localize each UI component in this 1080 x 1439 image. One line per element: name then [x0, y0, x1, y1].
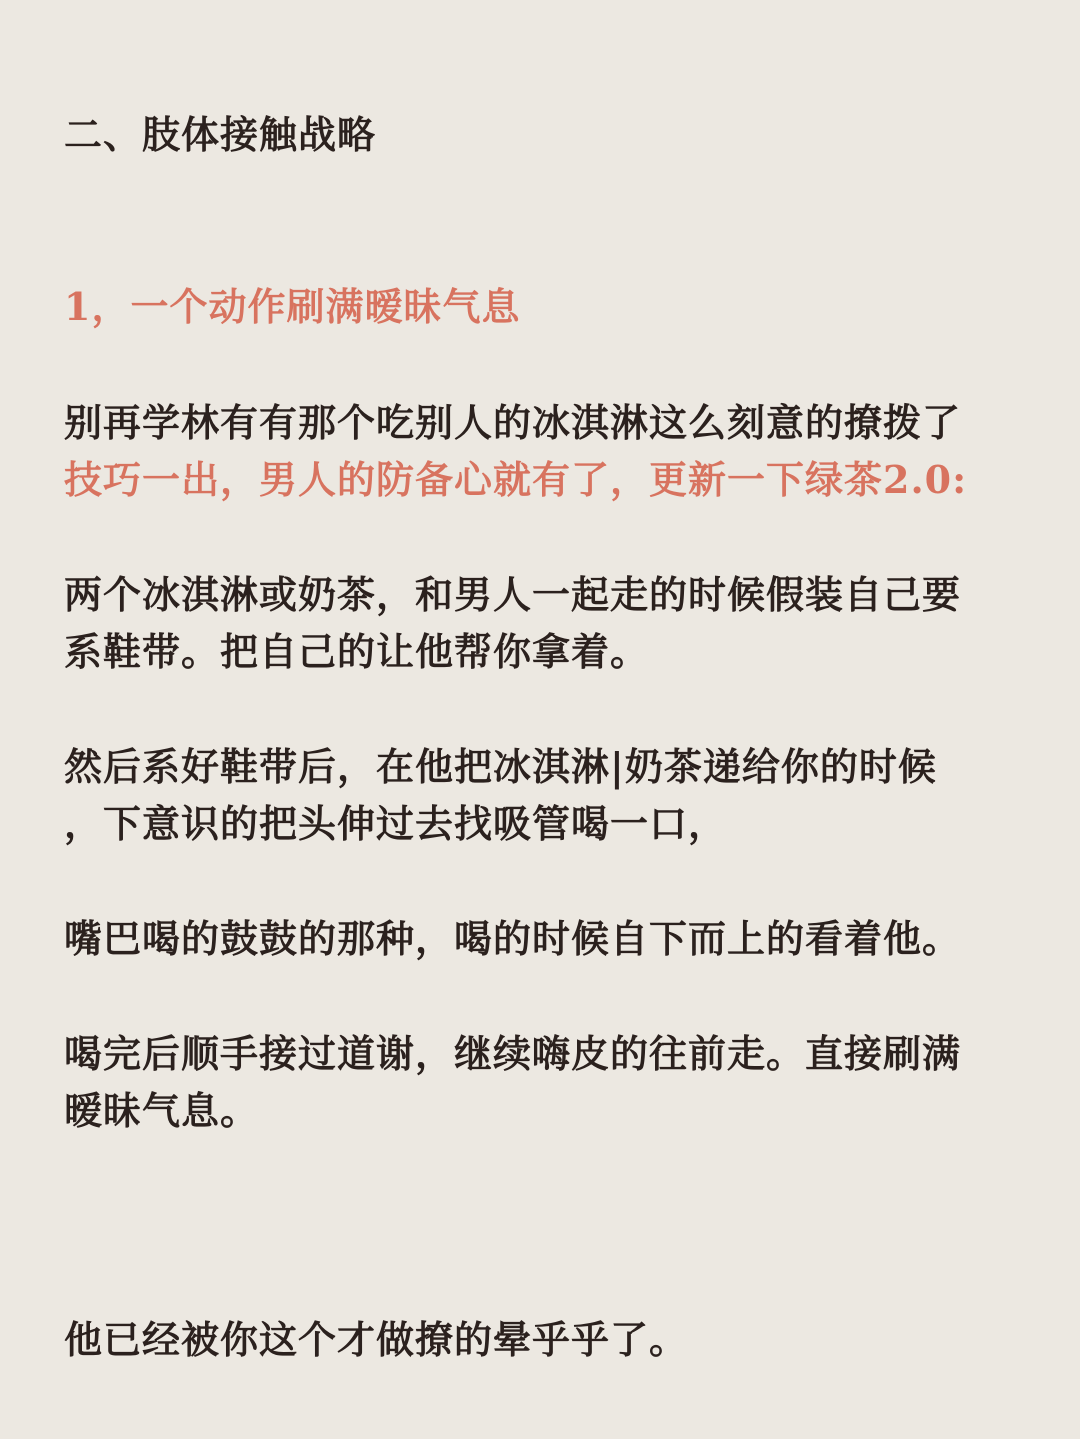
paragraph-3-line-2: ，下意识的把头伸过去找吸管喝一口， [64, 801, 728, 846]
closing-line: 他已经被你这个才做撩的晕乎乎了。 [64, 1317, 689, 1362]
paragraph-5-line-2: 暧昧气息。 [64, 1088, 260, 1133]
paragraph-3-line-1: 然后系好鞋带后，在他把冰淇淋|奶茶递给你的时候 [64, 744, 937, 789]
subheading: 1，一个动作刷满暧昧气息 [64, 284, 521, 329]
paragraph-2-line-2: 系鞋带。把自己的让他帮你拿着。 [64, 629, 650, 674]
paragraph-2-line-1: 两个冰淇淋或奶茶，和男人一起走的时候假装自己要 [64, 572, 962, 617]
paragraph-5-line-1: 喝完后顺手接过道谢，继续嗨皮的往前走。直接刷满 [64, 1031, 962, 1076]
paragraph-1-line-2: 技巧一出，男人的防备心就有了，更新一下绿茶2.0: [64, 457, 968, 502]
paragraph-4-line-1: 嘴巴喝的鼓鼓的那种，喝的时候自下而上的看着他。 [64, 916, 962, 961]
paragraph-1-line-1: 别再学林有有那个吃别人的冰淇淋这么刻意的撩拨了 [64, 400, 962, 445]
section-title: 二、肢体接触战略 [64, 112, 377, 157]
